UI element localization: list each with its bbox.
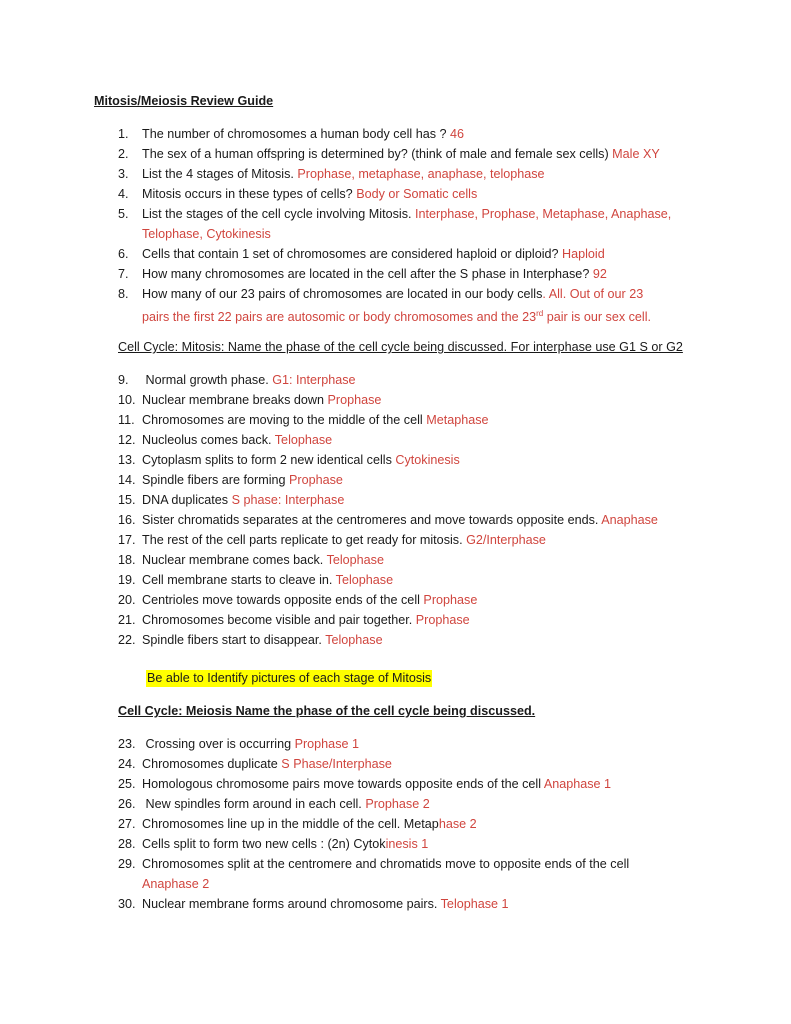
question-text: DNA duplicates: [142, 493, 232, 507]
answer-text: 46: [450, 127, 465, 141]
question-number: 22.: [118, 633, 136, 647]
question-number: 21.: [118, 613, 136, 627]
question-8: [118, 284, 698, 304]
question-number: 1.: [118, 127, 129, 141]
highlighted-note: Be able to Identify pictures of each stage of Mitosis: [147, 671, 432, 685]
question-17: [118, 530, 698, 550]
question-3: [118, 164, 698, 184]
question-number: 16.: [118, 513, 136, 527]
answer-text: Male XY: [612, 147, 660, 161]
question-10: [118, 390, 698, 410]
question-text: Crossing over is occurring: [142, 737, 295, 751]
question-12: [118, 430, 698, 450]
question-text: Cytoplasm splits to form 2 new identical cells: [142, 453, 396, 467]
answer-text-continued: pairs the first 22 pairs are autosomic or body chromosomes and the 23: [142, 310, 537, 325]
question-number: 28.: [118, 837, 136, 851]
answer-text: Body or Somatic cells: [356, 187, 478, 201]
question-text: Chromosomes become visible and pair together.: [142, 613, 416, 627]
question-16: [118, 510, 698, 530]
question-text: Cell membrane starts to cleave in.: [142, 573, 336, 587]
question-26: [118, 794, 698, 814]
answer-text: Prophase 2: [365, 797, 430, 811]
answer-superscript: rd: [536, 309, 544, 318]
question-number: 26.: [118, 797, 136, 811]
answer-text: S phase: Interphase: [231, 493, 345, 507]
question-text: New spindles form around in each cell.: [142, 797, 366, 811]
question-text: List the stages of the cell cycle involving Mitosis.: [142, 207, 415, 221]
question-number: 9.: [118, 373, 129, 387]
question-number: 5.: [118, 207, 129, 221]
question-11: [118, 410, 698, 430]
question-2: [118, 144, 698, 164]
question-20: [118, 590, 698, 610]
answer-text: Cytokinesis: [395, 453, 460, 467]
question-text: Cells that contain 1 set of chromosomes are considered haploid or diploid?: [142, 247, 563, 261]
question-number: 12.: [118, 433, 136, 447]
question-number: 2.: [118, 147, 129, 161]
question-number: 17.: [118, 533, 136, 547]
question-23: [118, 734, 698, 754]
question-text: Cells split to form two new cells : (2n) Cytok: [142, 837, 386, 851]
question-text: Mitosis occurs in these types of cells?: [142, 187, 357, 201]
question-text: The number of chromosomes a human body cell has ?: [142, 127, 451, 141]
question-number: 23.: [118, 737, 136, 751]
question-text: Homologous chromosome pairs move towards opposite ends of the cell: [142, 777, 544, 791]
answer-text: Prophase: [327, 393, 382, 407]
question-number: 25.: [118, 777, 136, 791]
question-text: Spindle fibers start to disappear.: [142, 633, 326, 647]
answer-text: Anaphase: [601, 513, 658, 527]
question-22: [118, 630, 698, 650]
question-text: The rest of the cell parts replicate to get ready for mitosis.: [142, 533, 467, 547]
answer-text: G1: Interphase: [272, 373, 356, 387]
answer-text: Prophase 1: [294, 737, 359, 751]
question-number: 3.: [118, 167, 129, 181]
answer-text: Prophase: [289, 473, 343, 487]
question-29: [118, 854, 698, 874]
answer-text-end: pair is our sex cell.: [543, 310, 652, 325]
question-text: Chromosomes are moving to the middle of the cell: [142, 413, 427, 427]
answer-text: Haploid: [562, 247, 605, 261]
question-number: 10.: [118, 393, 136, 407]
question-number: 29.: [118, 857, 136, 871]
question-text: List the 4 stages of Mitosis.: [142, 167, 298, 181]
answer-text: Telophase: [274, 433, 333, 447]
question-number: 6.: [118, 247, 129, 261]
question-24: [118, 754, 698, 774]
answer-text: Prophase: [423, 593, 478, 607]
question-number: 24.: [118, 757, 136, 771]
question-5-continued: [142, 224, 271, 244]
question-27: [118, 814, 698, 834]
answer-text: Prophase, metaphase, anaphase, telophase: [297, 167, 545, 181]
answer-text: Telophase 1: [440, 897, 509, 911]
question-number: 8.: [118, 287, 129, 301]
question-text: Centrioles move towards opposite ends of the cell: [142, 593, 424, 607]
question-text: The sex of a human offspring is determined by? (think of male and female sex cells): [142, 147, 613, 161]
page-title: Mitosis/Meiosis Review Guide: [94, 94, 274, 108]
question-7: [118, 264, 698, 284]
question-18: [118, 550, 698, 570]
answer-text: Telophase: [335, 573, 394, 587]
question-text: Nuclear membrane breaks down: [142, 393, 328, 407]
answer-text: G2/Interphase: [466, 533, 546, 547]
answer-text: Prophase: [415, 613, 470, 627]
question-13: [118, 450, 698, 470]
answer-text: Telophase: [326, 553, 384, 567]
answer-text: Anaphase 1: [543, 777, 612, 791]
answer-text: S Phase/Interphase: [281, 757, 392, 771]
answer-text: Anaphase 2: [142, 877, 210, 891]
answer-text: Telophase: [325, 633, 383, 647]
question-4: [118, 184, 698, 204]
question-text: How many of our 23 pairs of chromosomes are located in our body cells: [142, 287, 543, 301]
question-14: [118, 470, 698, 490]
question-text: Nucleolus comes back.: [142, 433, 275, 447]
question-text: Normal growth phase.: [142, 373, 273, 387]
question-text: Sister chromatids separates at the centromeres and move towards opposite ends.: [142, 513, 602, 527]
answer-text: . All. Out of our 23: [542, 287, 644, 301]
answer-text: inesis 1: [385, 837, 429, 851]
answer-text: Metaphase: [426, 413, 489, 427]
question-number: 20.: [118, 593, 136, 607]
question-8-continued: [142, 304, 651, 327]
question-text: Spindle fibers are forming: [142, 473, 289, 487]
question-15: [118, 490, 698, 510]
question-number: 4.: [118, 187, 129, 201]
question-number: 15.: [118, 493, 136, 507]
answer-text: 92: [592, 267, 607, 281]
question-9: [118, 370, 698, 390]
section-heading-mitosis: Cell Cycle: Mitosis: Name the phase of the cell cycle being discussed. For interphase use G1 S or G2: [118, 340, 683, 354]
answer-text-continued: Telophase, Cytokinesis: [142, 227, 271, 241]
question-text: Nuclear membrane forms around chromosome pairs.: [142, 897, 441, 911]
question-number: 7.: [118, 267, 129, 281]
question-number: 30.: [118, 897, 136, 911]
question-text: Nuclear membrane comes back.: [142, 553, 327, 567]
question-number: 19.: [118, 573, 136, 587]
answer-text: hase 2: [438, 817, 477, 831]
question-29-continued: [142, 874, 209, 894]
question-number: 11.: [118, 413, 135, 427]
question-number: 27.: [118, 817, 136, 831]
question-number: 13.: [118, 453, 136, 467]
question-6: [118, 244, 698, 264]
question-28: [118, 834, 698, 854]
question-text: Chromosomes duplicate: [142, 757, 282, 771]
question-1: [118, 124, 698, 144]
question-5: [118, 204, 698, 224]
section-heading-meiosis: Cell Cycle: Meiosis Name the phase of the cell cycle being discussed.: [118, 704, 536, 718]
question-19: [118, 570, 698, 590]
question-25: [118, 774, 698, 794]
question-21: [118, 610, 698, 630]
question-text: Chromosomes split at the centromere and chromatids move to opposite ends of the cell: [142, 857, 630, 871]
question-text: Chromosomes line up in the middle of the cell. Metap: [142, 817, 439, 831]
question-number: 18.: [118, 553, 136, 567]
question-number: 14.: [118, 473, 136, 487]
answer-text: Interphase, Prophase, Metaphase, Anaphase,: [415, 207, 672, 221]
question-text: How many chromosomes are located in the cell after the S phase in Interphase?: [142, 267, 593, 281]
question-30: [118, 894, 698, 914]
